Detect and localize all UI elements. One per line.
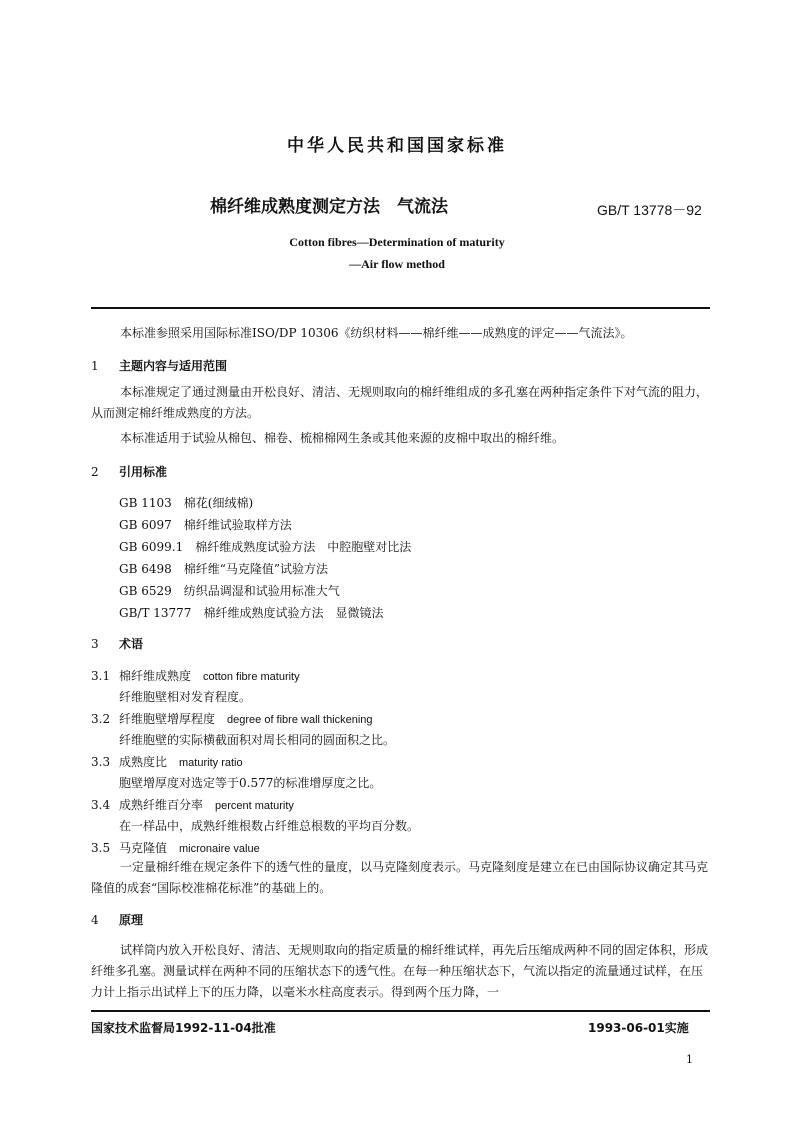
- term-name-cn: 马克隆值: [119, 841, 168, 855]
- section-2-title: 引用标准: [119, 465, 168, 479]
- reference-item: GB 1103 棉花(细绒棉): [119, 496, 254, 510]
- national-standard-heading: 中华人民共和国国家标准: [287, 136, 507, 156]
- term-name-en: cotton fibre maturity: [203, 671, 300, 683]
- section-4-title: 原理: [119, 913, 144, 927]
- section-1-number: 1: [91, 359, 99, 373]
- document-title-cn: 棉纤维成熟度测定方法 气流法: [210, 197, 448, 217]
- implementation-date: 1993-06-01实施: [588, 1021, 689, 1035]
- section-1-title: 主题内容与适用范围: [119, 359, 228, 373]
- term-definition: 纤维胞壁相对发育程度。: [119, 690, 252, 704]
- term-definition: 胞壁增厚度对选定等于0.577的标准增厚度之比。: [119, 776, 382, 790]
- term-name-en: maturity ratio: [179, 757, 243, 769]
- term-number: 3.1: [91, 669, 111, 683]
- section-2-number: 2: [91, 465, 99, 479]
- reference-item: GB/T 13777 棉纤维成熟度试验方法 显微镜法: [119, 606, 384, 620]
- foreword: 本标准参照采用国际标准ISO/DP 10306《纺织材料——棉纤维——成熟度的评定——气流法》。: [120, 326, 633, 340]
- section-4-number: 4: [91, 913, 99, 927]
- reference-item: GB 6099.1 棉纤维成熟度试验方法 中腔胞壁对比法: [119, 540, 412, 554]
- document-title-en-line1: Cotton fibres—Determination of maturity: [289, 235, 505, 249]
- term-entry: [91, 753, 243, 770]
- term-name-en: degree of fibre wall thickening: [227, 714, 373, 726]
- term-definition: 纤维胞壁的实际横截面积对周长相同的圆面积之比。: [119, 733, 396, 747]
- term-number: 3.5: [91, 841, 111, 855]
- term-number: 3.3: [91, 755, 111, 769]
- term-name-en: percent maturity: [215, 800, 294, 812]
- term-entry: [91, 710, 373, 727]
- term-entry: [91, 839, 260, 856]
- footer-divider: [91, 1010, 710, 1012]
- reference-item: GB 6498 棉纤维“马克隆值”试验方法: [119, 562, 329, 576]
- term-number: 3.2: [91, 712, 111, 726]
- document-title-en-line2: —Air flow method: [349, 257, 445, 271]
- section-4-heading: [91, 911, 143, 928]
- page-number: 1: [686, 1053, 693, 1066]
- term-name-en: micronaire value: [179, 843, 260, 855]
- term-name-cn: 棉纤维成熟度: [119, 669, 192, 683]
- term-name-cn: 成熟纤维百分率: [119, 798, 204, 812]
- section-2-heading: [91, 463, 167, 480]
- section-3-heading: [91, 635, 143, 652]
- section-1-heading: [91, 357, 227, 374]
- section-1-paragraph-2: 本标准适用于试验从棉包、棉卷、梳棉棉网生条或其他来源的皮棉中取出的棉纤维。: [120, 431, 565, 445]
- section-3-title: 术语: [119, 637, 144, 651]
- section-1-paragraph-1: 本标准规定了通过测量由开松良好、清洁、无规则取向的棉纤维组成的多孔塞在两种指定条件下对气流的阻力，从而测定棉纤维成熟度的方法。: [91, 385, 709, 420]
- reference-item: GB 6529 纺织品调湿和试验用标准大气: [119, 584, 340, 598]
- approval-note: 国家技术监督局1992-11-04批准: [91, 1021, 276, 1035]
- term-name-cn: 纤维胞壁增厚程度: [119, 712, 216, 726]
- term-definition: 一定量棉纤维在规定条件下的透气性的量度，以马克隆刻度表示。马克隆刻度是建立在已由国际协议确定其马克隆值的成套“国际校准棉花标准”的基础上的。: [91, 860, 709, 895]
- term-entry: [91, 667, 300, 684]
- section-3-number: 3: [91, 637, 99, 651]
- term-definition: 在一样品中，成熟纤维根数占纤维总根数的平均百分数。: [119, 819, 420, 833]
- term-number: 3.4: [91, 798, 111, 812]
- term-name-cn: 成熟度比: [119, 755, 168, 769]
- term-entry: [91, 796, 294, 813]
- header-divider: [91, 307, 710, 309]
- standard-code: GB/T 13778－92: [597, 202, 702, 218]
- reference-item: GB 6097 棉纤维试验取样方法: [119, 518, 292, 532]
- section-4-paragraph: 试样筒内放入开松良好、清洁、无规则取向的指定质量的棉纤维试样，再先后压缩成两种不同的固定体积，形成纤维多孔塞。测量试样在两种不同的压缩状态下的透气性。在每一种压缩状态下，气流以指定的流量通过试样，在压力计上指示出试样上下的压力降，以毫米水柱高度表示。得到两个压力降，一: [91, 943, 709, 999]
